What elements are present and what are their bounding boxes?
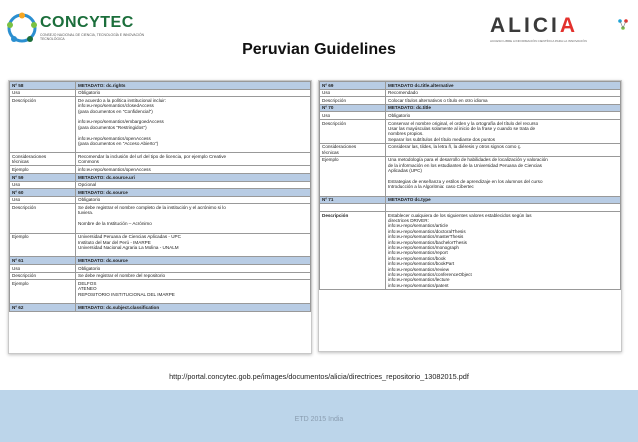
metadata-header-cell (76, 189, 311, 197)
table-text-line: técnicas (322, 149, 339, 155)
left-document-page (8, 80, 312, 354)
field-value-cell (386, 90, 621, 98)
metadata-header-cell (386, 197, 621, 205)
table-text-line: Ejemplo (12, 280, 29, 286)
field-value-cell (76, 97, 311, 153)
concytec-subtitle: CONSEJO NACIONAL DE CIENCIA, TECNOLOGÍA E INNOVACIÓN TECNOLÓGICA (40, 33, 145, 41)
field-value-cell (76, 90, 311, 98)
field-value-cell (386, 204, 621, 212)
metadata-header-cell (76, 257, 311, 265)
table-text-line: METADATO: dc.rights (78, 82, 126, 88)
table-text-line: (para documentos en "Acceso Abierto") (78, 141, 159, 147)
field-label-cell (320, 204, 386, 212)
table-text-line: info:eu-repo/semantics/embargoedAccess (78, 119, 164, 125)
table-text-line: METADATO: dc.source (78, 258, 128, 264)
table-text-line: (para documentos "Restringidos") (78, 124, 147, 130)
table-text-line: Establecer cualquiera de los siguientes valores establecidos según las (388, 212, 532, 218)
metadata-header-cell (76, 82, 311, 90)
table-text-line: (para documentos en "Confidencial") (78, 108, 153, 114)
table-text-line: tuviera. (78, 210, 94, 216)
table-text-line: Descripción (12, 205, 36, 210)
field-value-cell (76, 280, 311, 304)
table-text-line: Nombre de la Institución – Acrónimo (78, 221, 152, 227)
table-text-line: info:eu-repo/semantics/openAccess (78, 135, 151, 141)
field-value-cell (386, 97, 621, 105)
field-label-cell (10, 166, 76, 174)
table-text-line: info:eu-repo/semantics/monograph (388, 245, 459, 251)
source-url[interactable]: http://portal.concytec.gob.pe/images/documentos/alicia/directrices_repositorio_13082015.pdf (169, 372, 469, 381)
table-text-line (388, 205, 618, 210)
field-label-cell (10, 204, 76, 233)
field-value-cell (386, 112, 621, 120)
table-text-line: Se debe registrar el nombre del repositorio (78, 273, 166, 279)
table-text-line: Obligatorio (78, 90, 101, 96)
table-text-line: info:eu-repo/semantics/doctoralThesis (388, 228, 466, 234)
field-label-cell (320, 144, 386, 157)
field-label-cell (320, 212, 386, 290)
table-text-line: Uso (12, 265, 21, 271)
table-text-line: Se debe registrar el nombre completo de la institución y el acrónimo si lo (78, 205, 226, 210)
alicia-node-icon (618, 19, 628, 31)
field-value-cell (76, 166, 311, 174)
alicia-wordmark-start: ALICI (490, 14, 560, 37)
table-text-line: Estrategias de enseñanza y estilos de aprendizaje en los alumnos del curso (388, 179, 543, 184)
table-text-line: info:eu-repo/semantics/bookPart (388, 261, 455, 267)
table-text-line: Separar los subtítulos del título mediante dos puntos (388, 136, 495, 142)
table-text-line: info:eu-repo/semantics/openAccess (78, 167, 151, 173)
table-text-line: Instituto del Mar del Perú - IMARPE (78, 239, 151, 245)
concytec-emblem-icon (6, 12, 38, 44)
table-text-line: METADATO dc.title.alternative (388, 82, 454, 88)
table-text-line: Uso (12, 197, 21, 203)
table-text-line: Obligatorio (78, 197, 101, 203)
table-text-line: Consideraciones (322, 144, 357, 150)
field-label-cell (10, 280, 76, 304)
concytec-wordmark: CONCYTEC (40, 14, 134, 31)
table-text-line: técnicas (12, 159, 29, 165)
table-text-line: info:eu-repo/semantics/article (388, 223, 449, 229)
table-text-line: Universidad Nacional Agraria La Molina - UNALM (78, 245, 179, 251)
table-text-line: Usar las mayúsculas solamente al inicio de la frase y cuando se trata de (388, 125, 536, 131)
table-text-line: Considerar las, tildes, la letra ñ, la diéresis y otros signos como ç. (388, 144, 522, 150)
table-text-line: info:eu-repo/semantics/lecture (388, 277, 450, 283)
table-text-line: De acuerdo a la política institucional incluir: (78, 97, 167, 103)
field-label-cell (10, 182, 76, 190)
footer-text: ETD 2015 India (294, 416, 344, 423)
table-text-line: REPOSITORIO INSTITUCIONAL DEL IMARPE (78, 291, 175, 297)
field-value-cell (76, 197, 311, 205)
table-text-line: Introducción a la Algoritmia: caso Cibertec (388, 184, 474, 190)
field-value-cell (386, 144, 621, 157)
field-label-cell (320, 120, 386, 144)
table-text-line: info:eu-repo/semantics/closedAccess (78, 103, 154, 109)
metadata-header-cell (386, 105, 621, 113)
field-label-cell (10, 90, 76, 98)
table-text-line: METADATO: dc.source.uri (78, 174, 135, 180)
table-text-line: info:eu-repo/semantics/patent (388, 282, 449, 288)
table-text-line: METADATO: dc.title (388, 105, 431, 111)
table-text-line: Ejemplo (12, 167, 29, 173)
field-value-cell (386, 212, 621, 290)
field-value-cell (76, 273, 311, 281)
table-text-line: Nº 58 (12, 82, 24, 88)
table-text-line: Nº 70 (322, 105, 334, 111)
table-text-line: Nº 69 (322, 82, 334, 88)
field-value-cell (76, 204, 311, 233)
metadata-header-cell (76, 174, 311, 182)
metadata-number-cell (10, 304, 76, 312)
table-text-line: Una metodología para el desarrollo de habilidades de localización y valoración (388, 157, 548, 163)
table-text-line: info:eu-repo/semantics/report (388, 250, 448, 256)
table-text-line (78, 297, 308, 302)
table-text-line: info:eu-repo/semantics/masterThesis (388, 234, 464, 240)
table-text-line (78, 250, 308, 255)
table-text-line: Obligatorio (78, 265, 101, 271)
table-text-line: Uso (322, 90, 331, 96)
table-text-line: Conservar el nombre original, el orden y la ortografía del título del recurso (388, 120, 539, 126)
table-text-line: Universidad Peruana de Ciencias Aplicadas - UPC (78, 234, 181, 240)
table-text-line (78, 227, 308, 232)
field-value-cell (76, 182, 311, 190)
table-text-line: de la información en los estudiantes de la Universidad Peruana de Ciencias (388, 162, 542, 168)
table-text-line: Descripción (12, 97, 36, 103)
table-text-line: info:eu-repo/semantics/conferenceObject (388, 272, 472, 278)
metadata-number-cell (320, 197, 386, 205)
metadata-number-cell (320, 105, 386, 113)
metadata-number-cell (10, 82, 76, 90)
metadata-number-cell (320, 82, 386, 90)
table-text-line: Consideraciones (12, 154, 47, 160)
field-label-cell (320, 90, 386, 98)
metadata-header-cell (76, 304, 311, 312)
table-text-line: Nº 60 (12, 189, 24, 195)
table-text-line: Descripción (322, 212, 349, 218)
field-label-cell (10, 273, 76, 281)
field-label-cell (10, 153, 76, 166)
table-text-line: Descripción (12, 273, 36, 279)
alicia-wordmark-mark: A (559, 14, 578, 37)
table-text-line: Nº 62 (12, 304, 24, 310)
table-text-line: Nº 61 (12, 258, 24, 264)
table-text-line: METADATO: dc.source (78, 189, 128, 195)
table-text-line: DELFOS (78, 280, 97, 286)
table-text-line (78, 146, 308, 151)
footer-bar (0, 390, 638, 442)
field-label-cell (10, 197, 76, 205)
table-text-line: Obligatorio (388, 112, 411, 118)
field-label-cell (10, 97, 76, 153)
table-text-line: Commons (78, 159, 99, 165)
field-label-cell (10, 265, 76, 273)
field-label-cell (320, 97, 386, 105)
table-text-line: info:eu-repo/semantics/book (388, 255, 446, 261)
table-text-line: Colocar títulos alternativos o título en otro idioma (388, 97, 488, 103)
table-text-line: Descripción (322, 97, 346, 103)
table-text-line: Recomendado (388, 90, 418, 96)
table-text-line: Opcional (78, 182, 97, 188)
table-text-line: Ejemplo (12, 234, 29, 240)
table-text-line: METADATO: dc.subject.classification (78, 304, 160, 310)
table-text-line: METADATO dc.type (388, 197, 431, 203)
table-text-line: Ejemplo (322, 157, 339, 163)
table-text-line: Uso (322, 112, 331, 118)
table-text-line: Descripción (322, 120, 346, 126)
table-text-line: nombres propios. (388, 131, 424, 137)
table-text-line: Nº 59 (12, 174, 24, 180)
table-text-line: info:eu-repo/semantics/bachelorThesis (388, 239, 467, 245)
metadata-number-cell (10, 257, 76, 265)
field-value-cell (76, 234, 311, 258)
alicia-wordmark (490, 14, 578, 38)
table-text-line (322, 205, 383, 210)
table-text-line: ATENEO (78, 286, 97, 292)
metadata-header-cell (386, 82, 621, 90)
field-value-cell (386, 157, 621, 197)
right-metadata-table (319, 81, 621, 290)
field-label-cell (320, 112, 386, 120)
table-text-line: Aplicadas (UPC) (388, 168, 422, 174)
field-label-cell (10, 234, 76, 258)
page-title: Peruvian Guidelines (242, 41, 396, 58)
left-metadata-table (9, 81, 311, 312)
table-text-line: Nº 71 (322, 197, 334, 203)
field-value-cell (386, 120, 621, 144)
field-value-cell (76, 265, 311, 273)
metadata-number-cell (10, 189, 76, 197)
table-text-line: info:eu-repo/semantics/review (388, 266, 450, 272)
table-text-line: Uso (12, 90, 21, 96)
right-document-page (318, 80, 622, 352)
table-text-line: Uso (12, 182, 21, 188)
table-text-line (388, 190, 618, 195)
metadata-number-cell (10, 174, 76, 182)
table-text-line: directrices DRIVER: (388, 218, 429, 223)
table-text-line: Recomendar la inclusión del url del tipo de licencia, por ejemplo Creative (78, 154, 227, 160)
field-value-cell (76, 153, 311, 166)
alicia-subtitle: ACCESO LIBRE A INFORMACIÓN CIENTÍFICA PARA LA INNOVACIÓN (490, 39, 587, 43)
field-label-cell (320, 157, 386, 197)
